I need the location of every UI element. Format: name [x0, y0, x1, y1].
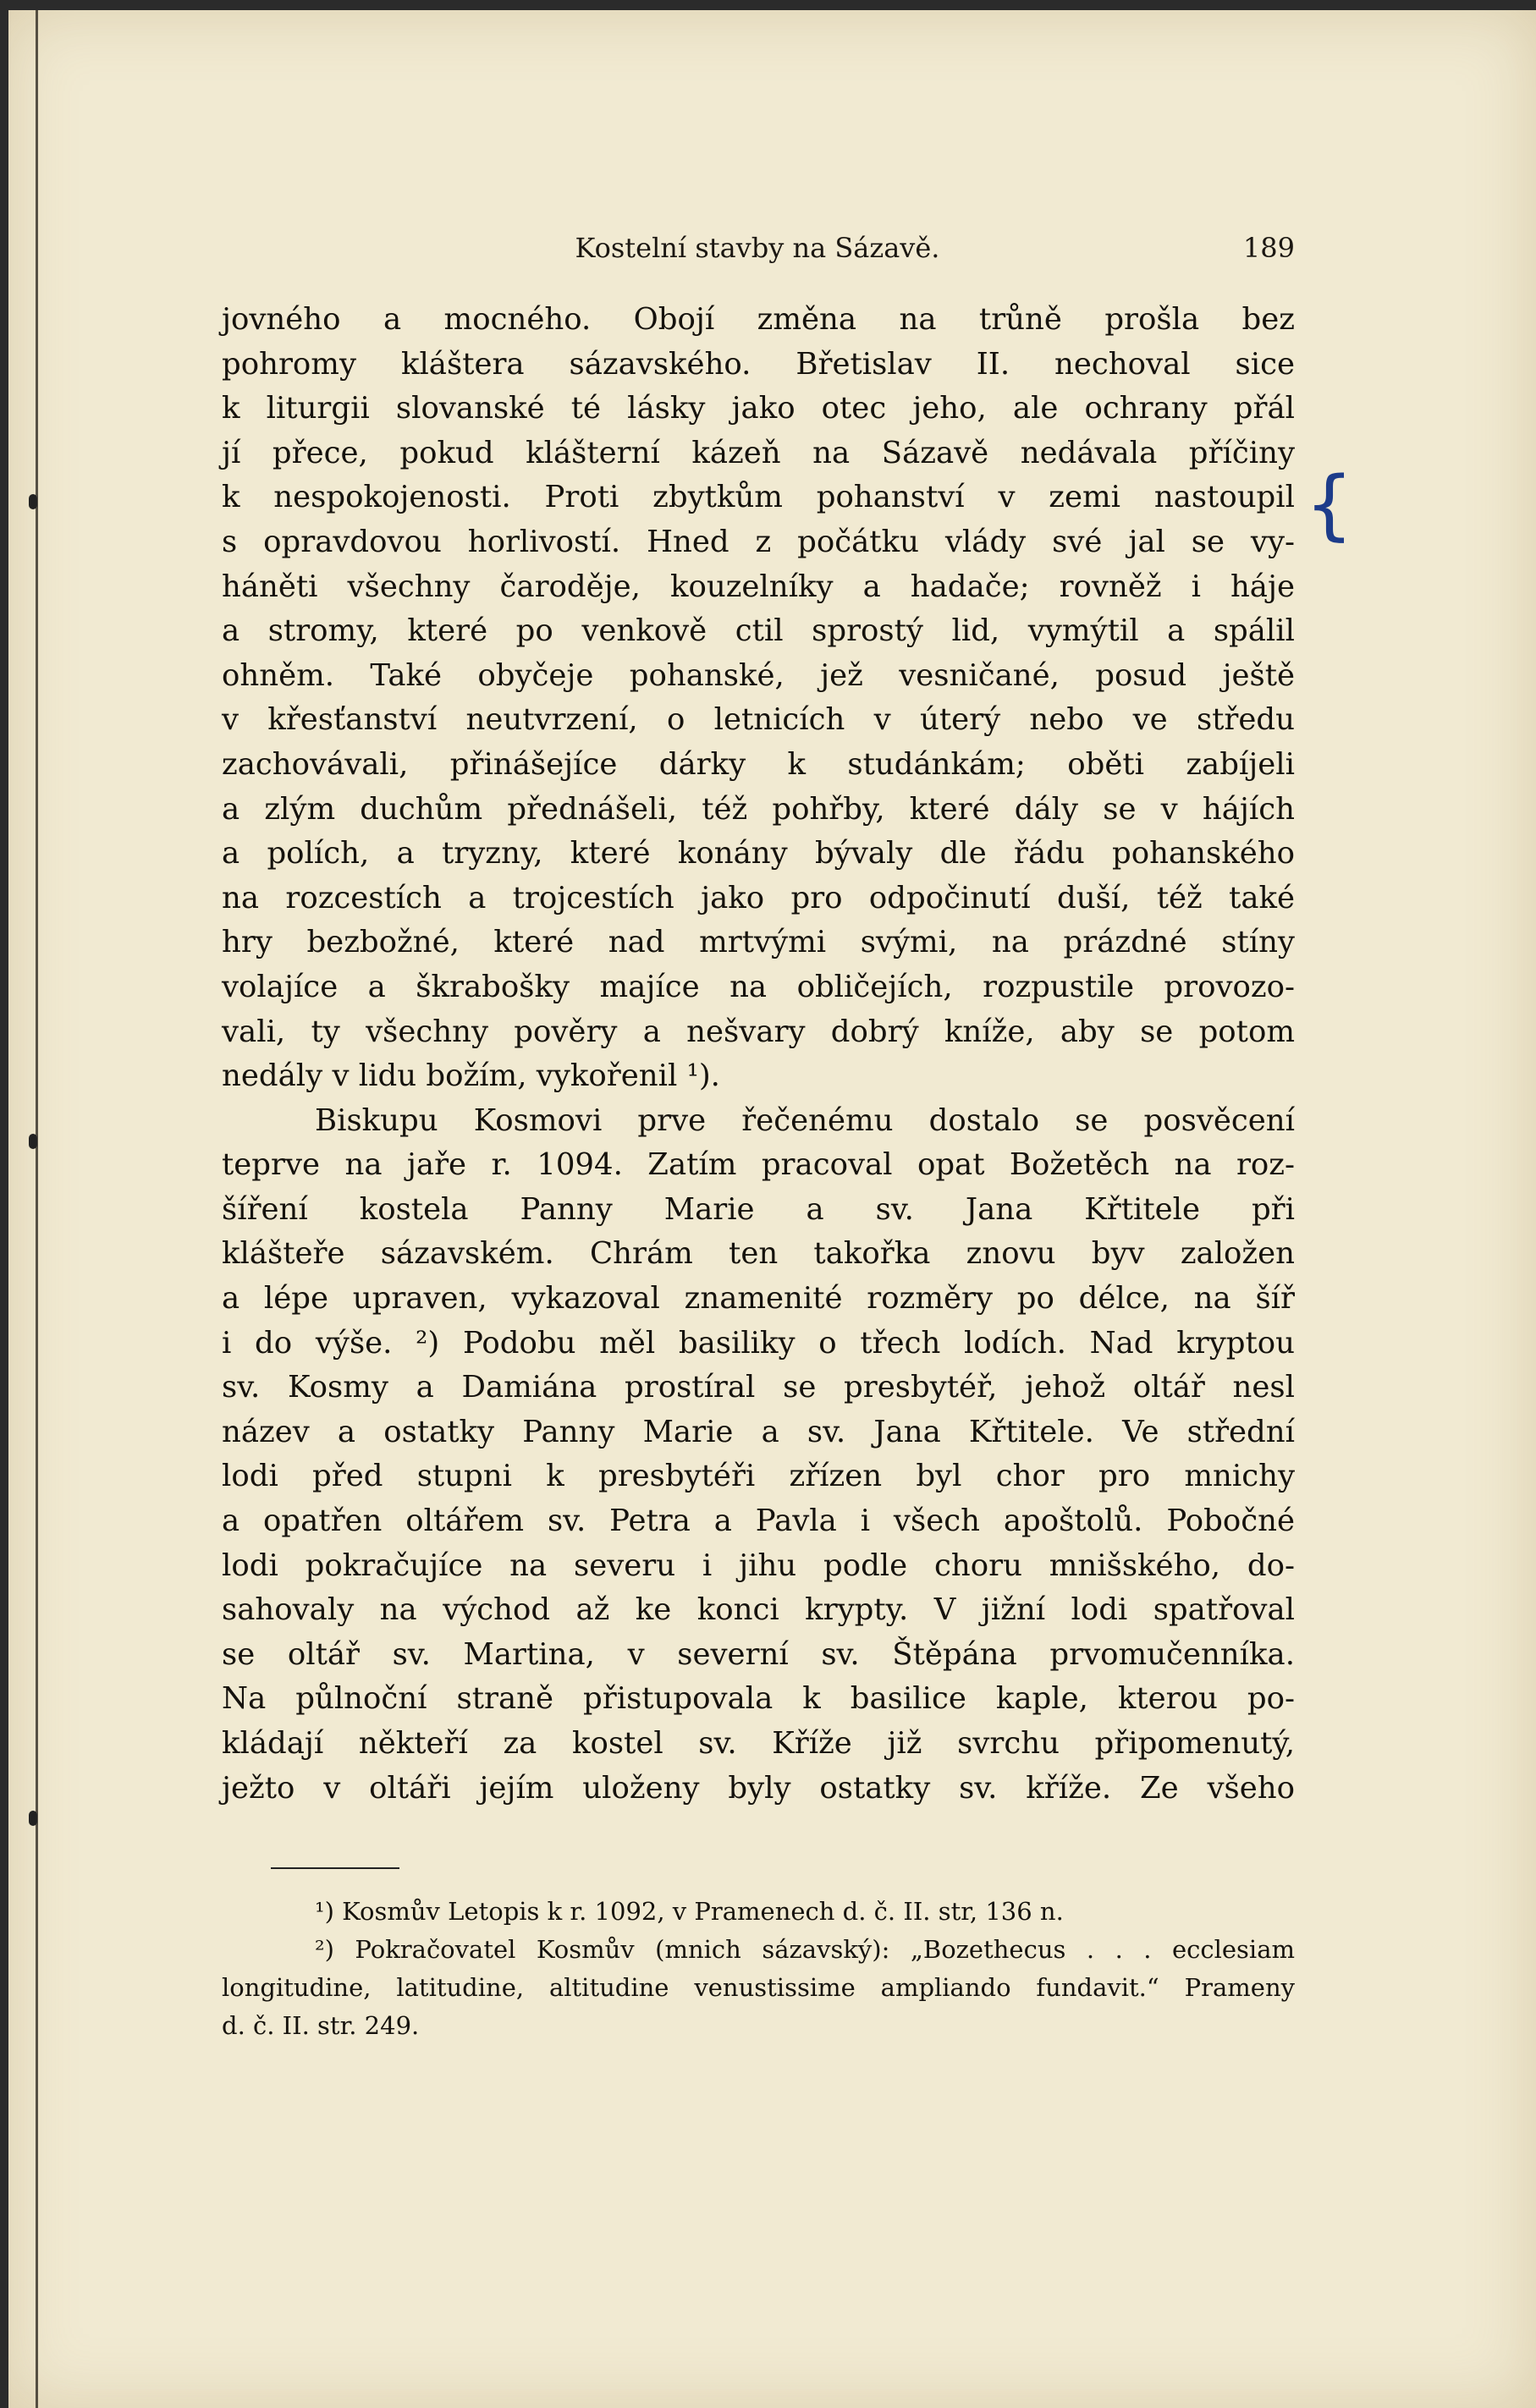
text-line: se oltář sv. Martina, v severní sv. Štěpána prvomučenníka. — [222, 1636, 1295, 1672]
text-line: kládají někteří za kostel sv. Kříže již svrchu připomenutý, — [222, 1726, 1295, 1761]
text-line: lodi před stupni k presbytéři zřízen byl chor pro mnichy — [222, 1459, 1295, 1494]
text-line: i do výše. ²) Podobu měl basiliky o třech lodích. Nad kryptou — [222, 1325, 1295, 1361]
footnote-2: ²) Pokračovatel Kosmův (mnich sázavský): „Bozethecus . . . ecclesiam — [315, 1935, 1295, 1964]
text-line: jovného a mocného. Obojí změna na trůně prošla bez — [222, 302, 1295, 337]
text-line: a zlým duchům přednášeli, též pohřby, které dály se v hájích — [222, 791, 1295, 827]
text-line: a polích, a tryzny, které konány bývaly dle řádu pohanského — [222, 836, 1295, 871]
text-line: ohněm. Také obyčeje pohanské, jež vesničané, posud ještě — [222, 657, 1295, 693]
text-line: název a ostatky Panny Marie a sv. Jana Křtitele. Ve střední — [222, 1414, 1295, 1449]
margin-brace-mark: { — [1305, 460, 1354, 549]
text-line: teprve na jaře r. 1094. Zatím pracoval opat Božetěch na roz- — [222, 1147, 1295, 1183]
text-line: s opravdovou horlivostí. Hned z počátku vlády své jal se vy- — [222, 524, 1295, 559]
page-number: 189 — [1242, 232, 1295, 264]
text-line: sv. Kosmy a Damiána prostíral se presbytéř, jehož oltář nesl — [222, 1370, 1295, 1405]
text-line: vali, ty všechny pověry a nešvary dobrý kníže, aby se potom — [222, 1014, 1295, 1049]
text-line: pohromy kláštera sázavského. Břetislav II. nechoval sice — [222, 346, 1295, 382]
text-line: k nespokojenosti. Proti zbytkům pohanství v zemi nastoupil — [222, 480, 1295, 515]
text-line: a lépe upraven, vykazoval znamenité rozměry po délce, na šíř — [222, 1281, 1295, 1317]
binding-edge — [36, 10, 38, 2408]
text-line: a stromy, které po venkově ctil sprostý lid, vymýtil a spálil — [222, 613, 1295, 649]
text-line: háněti všechny čaroděje, kouzelníky a hadače; rovněž i háje — [222, 569, 1295, 604]
binding-pin — [29, 1134, 37, 1149]
text-line-paragraph-start: Biskupu Kosmovi prve řečenému dostalo se posvěcení — [315, 1102, 1295, 1138]
binding-pin — [29, 1811, 37, 1826]
text-line: sahovaly na východ až ke konci krypty. V jižní lodi spatřoval — [222, 1592, 1295, 1628]
text-line: v křesťanství neutvrzení, o letnicích v úterý nebo ve středu — [222, 702, 1295, 738]
text-line: lodi pokračujíce na severu i jihu podle choru mnišského, do- — [222, 1548, 1295, 1583]
text-line: nedály v lidu božím, vykořenil ¹). — [222, 1058, 720, 1094]
footnotes — [222, 1893, 1295, 2045]
page-header — [220, 232, 1295, 274]
footnote-2-continued: longitudine, latitudine, altitudine venustissime ampliando fundavit.“ Prameny — [222, 1973, 1295, 2002]
body-text — [222, 298, 1295, 1811]
text-line: jí přece, pokud klášterní kázeň na Sázavě nedávala příčiny — [222, 435, 1295, 470]
running-head: Kostelní stavby na Sázavě. — [575, 232, 940, 264]
text-line: hry bezbožné, které nad mrtvými svými, na prázdné stíny — [222, 925, 1295, 960]
text-line: Na půlnoční straně přistupovala k basilice kaple, kterou po- — [222, 1681, 1295, 1717]
text-line: k liturgii slovanské té lásky jako otec jeho, ale ochrany přál — [222, 391, 1295, 426]
text-line: volajíce a škrabošky majíce na obličejích, rozpustile provozo- — [222, 969, 1295, 1004]
footnote-1: ¹) Kosmův Letopis k r. 1092, v Pramenech d. č. II. str, 136 n. — [315, 1897, 1064, 1926]
binding-pin — [29, 494, 37, 509]
text-line: ježto v oltáři jejím uloženy byly ostatky sv. kříže. Ze všeho — [222, 1770, 1295, 1806]
text-line: na rozcestích a trojcestích jako pro odpočinutí duší, též také — [222, 880, 1295, 915]
footnote-2-continued: d. č. II. str. 249. — [222, 2011, 420, 2040]
text-line: šíření kostela Panny Marie a sv. Jana Křtitele při — [222, 1191, 1295, 1227]
text-line: klášteře sázavském. Chrám ten takořka znovu byv založen — [222, 1236, 1295, 1272]
footnote-rule — [271, 1867, 399, 1869]
text-line: zachovávali, přinášejíce dárky k studánkám; oběti zabíjeli — [222, 746, 1295, 782]
text-line: a opatřen oltářem sv. Petra a Pavla i všech apoštolů. Pobočné — [222, 1504, 1295, 1539]
